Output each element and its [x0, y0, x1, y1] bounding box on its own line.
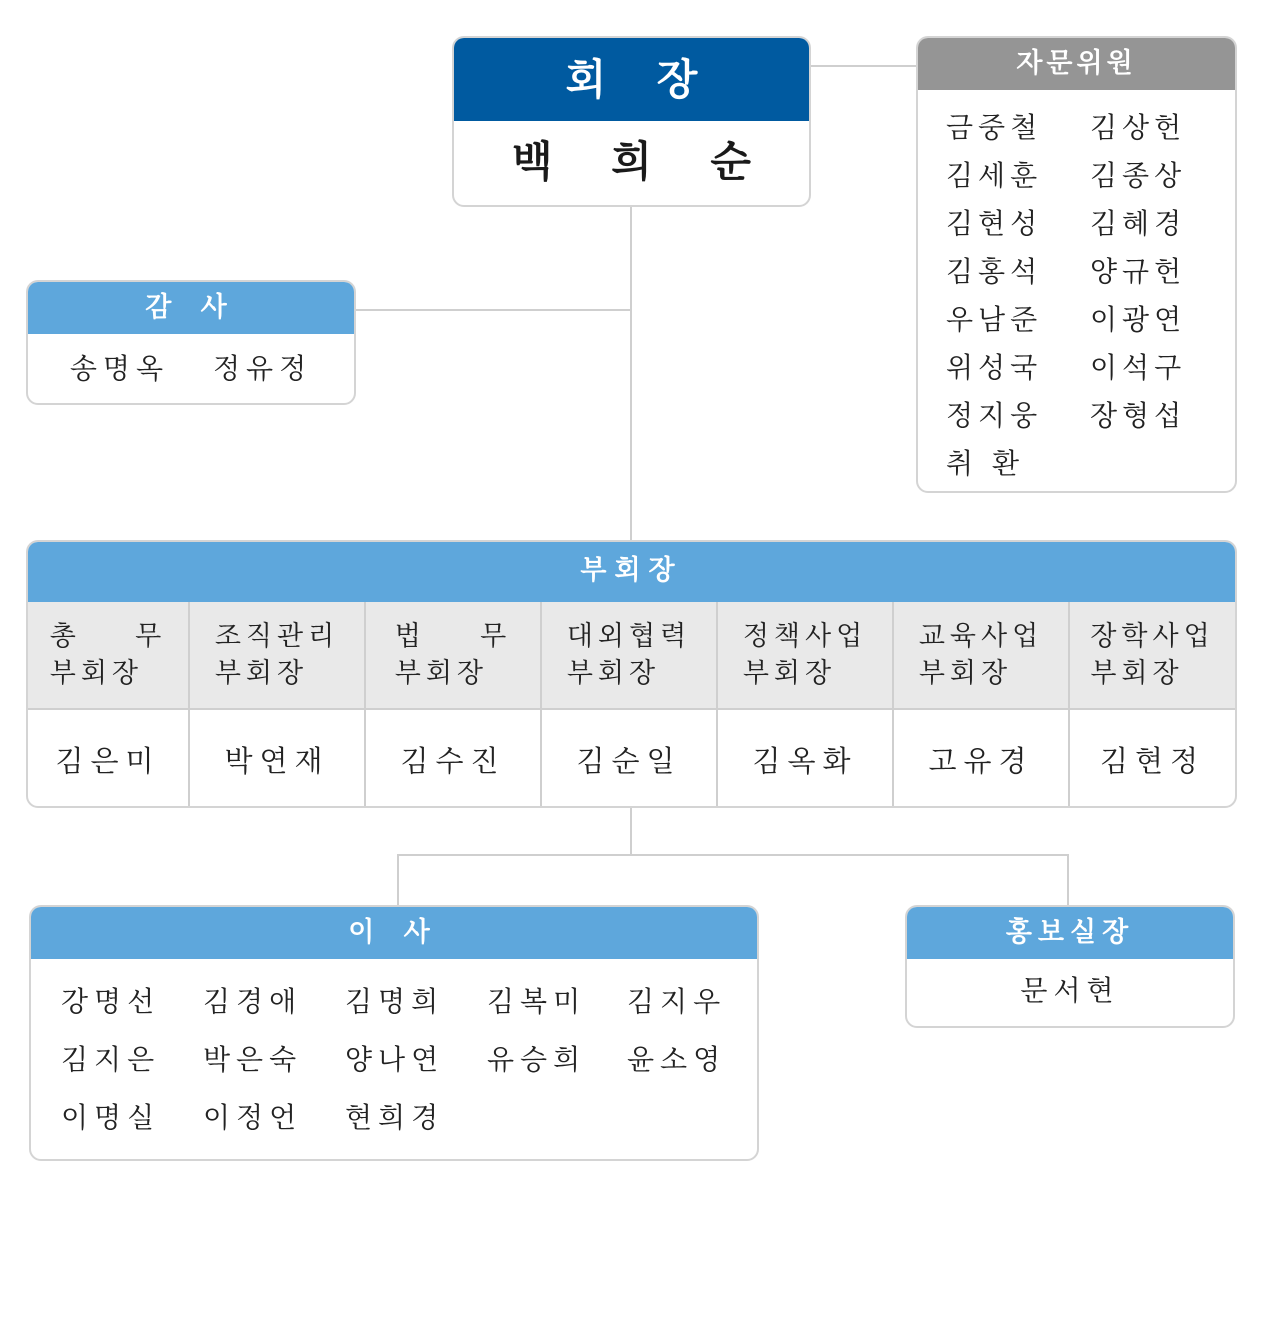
pr-title: 홍보실장	[907, 907, 1233, 959]
advisor-name: 금중철	[946, 111, 1043, 144]
advisor-name: 김세훈	[946, 159, 1043, 192]
vice-president-name: 김옥화	[752, 743, 858, 778]
president-name: 백 희 순	[512, 137, 773, 186]
vice-president-column	[366, 602, 542, 808]
vice-president-column	[542, 602, 718, 808]
auditor-name: 정유정	[213, 352, 313, 385]
president-box	[452, 36, 811, 207]
advisors-box	[916, 36, 1237, 493]
vice-president-column	[894, 602, 1070, 808]
connector-auditors	[356, 309, 631, 311]
advisor-name: 김상헌	[1090, 111, 1187, 144]
pr-name: 문서현	[1020, 974, 1120, 1007]
connector-pr	[1067, 854, 1069, 906]
connector-president-advisors	[811, 65, 917, 67]
vice-president-role-label: 장학사업 부회장	[1090, 621, 1215, 689]
vice-president-name: 김순일	[576, 743, 682, 778]
advisor-name: 우남준	[946, 303, 1043, 336]
vice-presidents-box	[26, 540, 1237, 808]
vice-president-role	[190, 602, 364, 710]
advisor-name: 김혜경	[1090, 207, 1187, 240]
directors-title: 이 사	[31, 907, 757, 959]
director-name: 김경애	[203, 985, 303, 1018]
vice-president-name: 고유경	[928, 743, 1034, 778]
advisor-name: 김홍석	[946, 255, 1043, 288]
auditor-name: 송명옥	[69, 352, 169, 385]
vice-president-role-label: 법 무 부회장	[394, 621, 512, 689]
directors-box	[29, 905, 759, 1161]
director-name: 유승희	[487, 1043, 587, 1076]
vice-president-name: 박연재	[224, 743, 330, 778]
advisor-name: 김종상	[1090, 159, 1187, 192]
vice-president-role	[366, 602, 540, 710]
vice-president-role-label: 정책사업 부회장	[742, 621, 868, 689]
vice-president-name: 김수진	[400, 743, 506, 778]
advisor-name: 취 환	[946, 447, 1024, 480]
vice-president-role	[894, 602, 1068, 710]
vice-president-column	[718, 602, 894, 808]
vice-president-column	[28, 602, 190, 808]
vice-president-role-label: 대외협력 부회장	[566, 621, 692, 689]
advisor-name: 이석구	[1090, 351, 1187, 384]
director-name: 이명실	[61, 1101, 161, 1134]
vice-president-role-label: 조직관리 부회장	[214, 621, 340, 689]
directors-list	[31, 959, 757, 1147]
connector-branch	[397, 854, 1069, 856]
advisor-name: 양규헌	[1090, 255, 1187, 288]
director-name: 김복미	[487, 985, 587, 1018]
vice-president-role-label: 총 무 부회장	[49, 621, 167, 689]
vice-president-role	[28, 602, 188, 710]
director-name: 윤소영	[627, 1043, 727, 1076]
auditors-title: 감 사	[28, 282, 354, 334]
advisor-name: 정지웅	[946, 399, 1043, 432]
director-name: 현희경	[345, 1101, 445, 1134]
vice-president-role	[1070, 602, 1235, 710]
vice-president-column	[190, 602, 366, 808]
connector-directors	[397, 854, 399, 906]
connector-president-trunk	[630, 207, 632, 541]
president-title: 회 장	[454, 38, 809, 121]
director-name: 김지은	[61, 1043, 161, 1076]
director-name: 양나연	[345, 1043, 445, 1076]
vice-president-role	[542, 602, 716, 710]
vice-presidents-table	[28, 602, 1235, 808]
advisors-list	[918, 90, 1235, 488]
advisor-name: 김현성	[946, 207, 1043, 240]
auditors-list	[28, 334, 354, 404]
vice-president-column	[1070, 602, 1235, 808]
vice-president-role-label: 교육사업 부회장	[918, 621, 1044, 689]
vice-president-name: 김은미	[55, 743, 161, 778]
vice-president-role	[718, 602, 892, 710]
advisor-name: 위성국	[946, 351, 1043, 384]
vice-president-name: 김현정	[1099, 743, 1206, 778]
advisor-name: 이광연	[1090, 303, 1187, 336]
advisor-name: 장형섭	[1090, 399, 1187, 432]
pr-box	[905, 905, 1235, 1028]
connector-vp-down	[630, 808, 632, 855]
director-name: 박은숙	[203, 1043, 303, 1076]
vice-presidents-title: 부회장	[28, 542, 1235, 602]
director-name: 김명희	[345, 985, 445, 1018]
advisors-title: 자문위원	[918, 38, 1235, 90]
director-name: 강명선	[61, 985, 161, 1018]
director-name: 이정언	[203, 1101, 303, 1134]
director-name: 김지우	[627, 985, 727, 1018]
auditors-box	[26, 280, 356, 405]
